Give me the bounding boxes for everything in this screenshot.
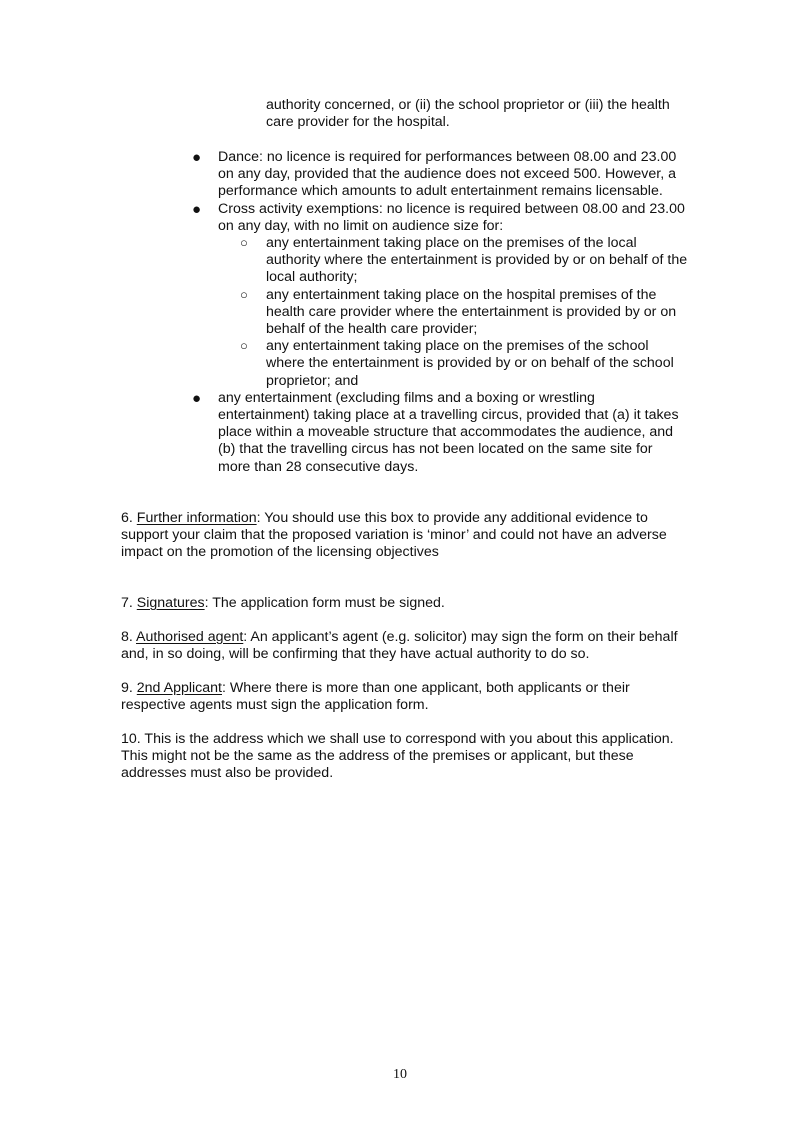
list-item-text: Dance: no licence is required for performances between 08.00 and 23.00 on any day, provided that the audience does not exceed 500. However, a performance which amounts to adult entertainment remains licensable. [218, 149, 677, 200]
bullet-marker: ● [192, 200, 202, 218]
circle-marker: ○ [240, 235, 248, 251]
section-heading: Further information [136, 510, 257, 526]
sub-list-item [240, 235, 688, 287]
circle-marker: ○ [240, 338, 248, 354]
section-number: 7. [121, 595, 137, 611]
section-heading: 2nd Applicant [136, 680, 222, 696]
sub-list-item [240, 286, 688, 339]
list-item-text: any entertainment (excluding films and a boxing or wrestling entertainment) taking place at a travelling circus, provided that (a) it takes place within a moveable structure that accommodates the audience, and (b) that the travelling circus has not been located on the same site for more than 28 consecutive days. [218, 389, 679, 475]
list-item [192, 149, 688, 201]
page-number: 10 [393, 1067, 407, 1082]
section-text: : The application form must be signed. [204, 595, 445, 611]
section-correspondence-address: 10. This is the address which we shall use to correspond with you about this application. This might not be the same as the address of the premises or applicant, but these addresses must also be provided. [121, 731, 674, 782]
exemption-list [192, 149, 688, 476]
list-item [192, 200, 688, 390]
section-number: 6. [121, 510, 137, 526]
list-item [192, 389, 688, 476]
sub-list-item-text: any entertainment taking place on the premises of the local authority where the entertainment is provided by or on behalf of the local authority; [266, 235, 688, 286]
list-item-text: Cross activity exemptions: no licence is required between 08.00 and 23.00 on any day, with no limit on audience size for: [218, 200, 685, 234]
sub-list-item-text: any entertainment taking place on the hospital premises of the health care provider where the entertainment is provided by or on behalf of the health care provider; [266, 286, 677, 338]
section-text: : Where there is more than one applicant, both applicants or their respective agents must sign the application form. [121, 680, 630, 714]
section-text: : An applicant’s agent (e.g. solicitor) may sign the form on their behalf and, in so doing, will be confirming that they have actual authority to do so. [121, 629, 678, 663]
sub-list-item [240, 338, 688, 390]
sub-list-item-text: any entertainment taking place on the premises of the school where the entertainment is provided by or on behalf of the school proprietor; and [266, 338, 674, 389]
continuation-text: authority concerned, or (ii) the school proprietor or (iii) the health care provider for the hospital. [266, 97, 670, 131]
section-signatures [121, 595, 691, 612]
section-heading: Signatures [136, 595, 205, 611]
section-second-applicant [121, 680, 691, 714]
bullet-marker: ● [192, 149, 202, 166]
circle-marker: ○ [240, 286, 248, 302]
bullet-marker: ● [192, 389, 202, 407]
section-authorised-agent [121, 629, 691, 663]
section-number: 9. [121, 680, 137, 696]
section-text: : You should use this box to provide any additional evidence to support your claim that the proposed variation is ‘minor’ and could not have an adverse impact on the promotion of the licensing objectives [121, 510, 667, 561]
section-further-information [121, 510, 691, 562]
section-number: 8. [121, 629, 136, 645]
section-heading: Authorised agent [136, 629, 244, 645]
sub-list [218, 235, 688, 390]
